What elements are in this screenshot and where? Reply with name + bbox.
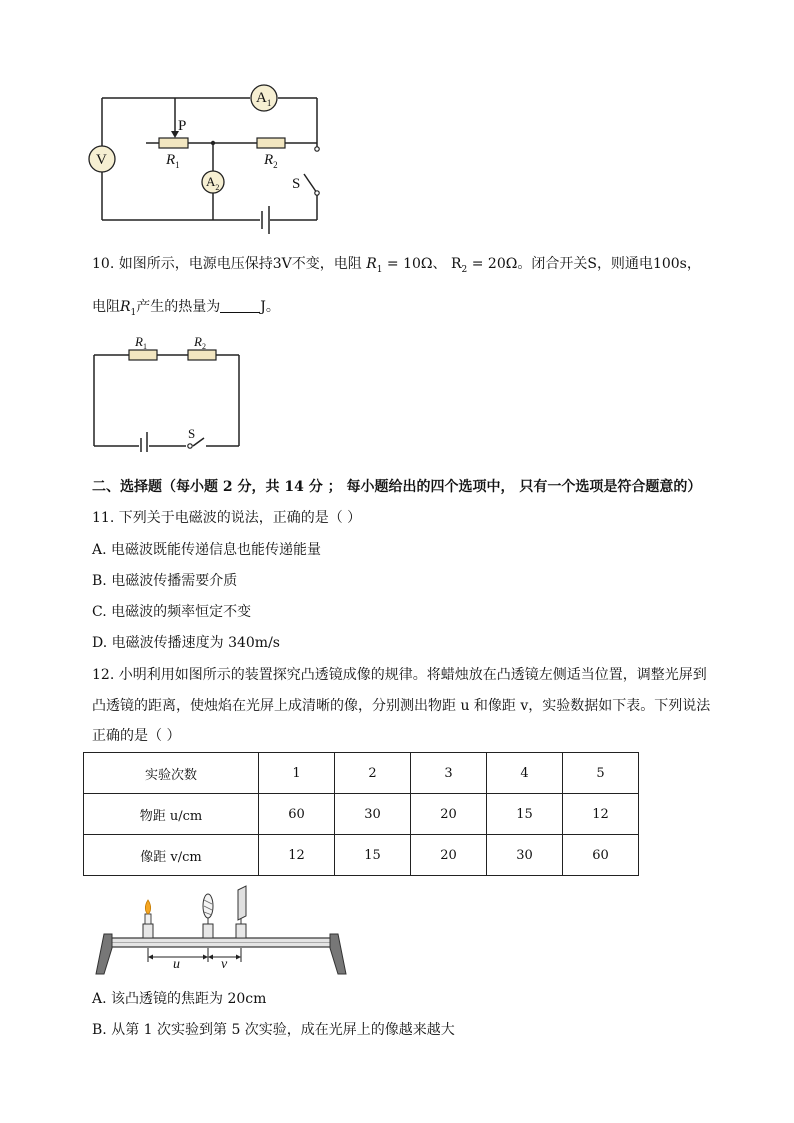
r1-label: R — [135, 334, 143, 349]
q10-r1-symbol: R — [120, 299, 131, 315]
table-cell: 像距 v/cm — [84, 835, 259, 876]
q10-text: ，则通电 — [596, 256, 653, 272]
slider-p-label: P — [178, 118, 187, 134]
switch-label: S — [292, 176, 301, 192]
a2-label: A — [206, 174, 216, 189]
table-cell: 2 — [335, 753, 411, 794]
resistor-r1 — [129, 350, 157, 360]
light-screen — [236, 886, 246, 938]
q10-r1-symbol: R — [366, 256, 377, 272]
q10-text: 。闭合开关 — [517, 256, 588, 272]
q10-text: 电阻 — [92, 299, 120, 315]
q11-stem: 11. 下列关于电磁波的说法，正确的是（ ） — [92, 510, 362, 526]
resistor-r2 — [257, 138, 285, 148]
r1-sub: 1 — [142, 342, 147, 351]
table-cell: 20 — [411, 794, 487, 835]
v-label: v — [221, 957, 228, 972]
table-cell: 物距 u/cm — [84, 794, 259, 835]
q10-line1 — [92, 254, 701, 280]
q10-voltage: 3V — [272, 256, 292, 272]
q10-line2 — [92, 297, 280, 323]
experiment-table — [83, 752, 639, 876]
q10-text: 如图所示，电源电压保持 — [118, 256, 273, 272]
switch-label: S — [188, 426, 196, 441]
q10-r2-symbol: R — [451, 256, 462, 272]
table-cell: 12 — [259, 835, 335, 876]
q10-switch-symbol: S — [587, 256, 597, 272]
q10-r2-value: = 20Ω — [467, 256, 518, 272]
answer-blank[interactable] — [220, 298, 260, 313]
r1-label: R — [166, 152, 176, 168]
q10-separator: 、 — [432, 256, 447, 272]
circuit-diagram-2 — [88, 332, 248, 452]
candle — [143, 900, 153, 938]
convex-lens — [203, 894, 213, 938]
table-cell: 5 — [563, 753, 639, 794]
table-cell: 12 — [563, 794, 639, 835]
table-cell: 实验次数 — [84, 753, 259, 794]
a1-sub: 1 — [266, 98, 272, 108]
table-cell: 15 — [335, 835, 411, 876]
q11-option-b[interactable]: B. 电磁波传播需要介质 — [92, 573, 238, 589]
table-cell: 30 — [335, 794, 411, 835]
q10-unit: J — [260, 299, 266, 315]
q12-option-b[interactable]: B. 从第 1 次实验到第 5 次实验，成在光屏上的像越来越大 — [92, 1022, 455, 1038]
q10-text: 产生的热量为 — [136, 299, 221, 315]
q11-option-a[interactable]: A. 电磁波既能传递信息也能传递能量 — [92, 542, 322, 558]
section-heading: 二、选择题（每小题 2 分，共 14 分 ； 每小题给出的四个选项中， 只有一个选项是符合题意的） — [92, 479, 702, 495]
q10-text: 不变，电阻 — [291, 256, 362, 272]
circuit-diagram-1 — [80, 80, 340, 240]
table-cell: 60 — [259, 794, 335, 835]
q10-r1-value: = 10Ω — [382, 256, 433, 272]
r2-sub: 2 — [273, 160, 278, 170]
u-label: u — [173, 957, 180, 972]
table-cell: 20 — [411, 835, 487, 876]
q11-option-d[interactable]: D. 电磁波传播速度为 340m/s — [92, 635, 280, 651]
q10-number: 10. — [92, 256, 115, 272]
r1-sub: 1 — [175, 160, 180, 170]
r2-label: R — [264, 152, 274, 168]
q12-stem-line1: 12. 小明利用如图所示的装置探究凸透镜成像的规律。将蜡烛放在凸透镜左侧适当位置，调整光屏到 — [92, 667, 707, 683]
q11-option-c[interactable]: C. 电磁波的频率恒定不变 — [92, 604, 252, 620]
table-row — [84, 835, 639, 876]
q10-r2-sub: 2 — [461, 264, 468, 275]
q10-r1-sub: 1 — [130, 307, 137, 318]
svg-text:R2 — [263, 152, 278, 170]
r2-sub: 2 — [201, 342, 206, 351]
svg-text:R2 — [193, 334, 206, 351]
a1-label: A — [256, 90, 267, 106]
table-cell: 4 — [487, 753, 563, 794]
r2-label: R — [194, 334, 202, 349]
q10-r1-sub: 1 — [376, 264, 383, 275]
table-header-row — [84, 753, 639, 794]
q12-stem-line3: 正确的是（ ） — [92, 728, 181, 744]
svg-text:R1 — [165, 152, 180, 170]
table-cell: 1 — [259, 753, 335, 794]
q10-time: 100s — [652, 256, 687, 272]
q10-text: 。 — [265, 299, 280, 315]
q12-stem-line2: 凸透镜的距离，使烛焰在光屏上成清晰的像，分别测出物距 u 和像距 v，实验数据如下表。下列说法 — [92, 698, 711, 714]
q12-option-a[interactable]: A. 该凸透镜的焦距为 20cm — [92, 991, 267, 1007]
voltmeter-label: V — [96, 152, 107, 168]
resistor-r2 — [188, 350, 216, 360]
table-cell: 3 — [411, 753, 487, 794]
table-cell: 30 — [487, 835, 563, 876]
resistor-r1 — [159, 138, 188, 148]
a2-sub: 2 — [215, 183, 220, 192]
table-row — [84, 794, 639, 835]
svg-text:R1 — [134, 334, 147, 351]
q10-text: ， — [686, 256, 701, 272]
table-cell: 60 — [563, 835, 639, 876]
table-cell: 15 — [487, 794, 563, 835]
optical-bench-figure — [90, 882, 355, 982]
